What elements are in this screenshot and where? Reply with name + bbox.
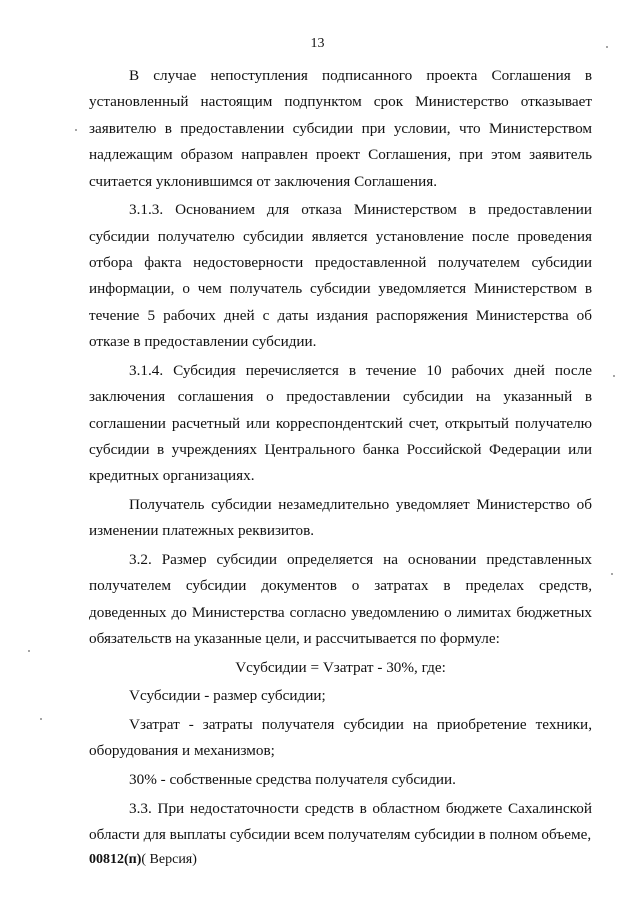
paragraph-3-1-4: 3.1.4. Субсидия перечисляется в течение 10 рабочих дней после заключения соглашения о предоставлении субсидии на указанный в соглашении расчетный или корреспондентский счет, открытый получателю субсидии в учреждениях Центрального банка Российской Федерации или кредитных организациях.: [89, 361, 592, 485]
paragraph-3-2: 3.2. Размер субсидии определяется на основании представленных получателем субсидии документов о затратах в пределах средств, доведенных до Министерства согласно уведомлению о лимитах бюджетных обязательств на указанные цели, и рассчитывается по формуле:: [89, 551, 592, 648]
paragraph-3-1-3: 3.1.3. Основанием для отказа Министерством в предоставлении субсидии получателю субсидии является установление после проведения отбора факта недостоверности предоставленной получателем субсидии информации, о чем получатель субсидии уведомляется Министерством в течение 5 рабочих дней с даты издания распоряжения Министерства об отказе в предоставлении субсидии.: [89, 201, 592, 351]
formula-definition-subsidy: Vсубсидии - размер субсидии;: [129, 687, 326, 705]
page-number: 13: [310, 36, 325, 51]
paragraph-refusal-condition: В случае непоступления подписанного проекта Соглашения в установленный настоящим подпунктом срок Министерство отказывает заявителю в предоставлении субсидии при условии, что Министерством надлежащим образом направлен проект Соглашения, при этом заявитель считается уклонившимся от заключения Соглашения.: [89, 67, 592, 190]
scan-speck: [613, 375, 615, 377]
formula-definition-own-funds: 30% - собственные средства получателя субсидии.: [129, 771, 456, 789]
footer: [89, 852, 197, 868]
paragraph-3-3: 3.3. При недостаточности средств в областном бюджете Сахалинской области для выплаты субсидии всем получателям субсидии в полном объеме,: [89, 799, 592, 844]
document-body: [89, 63, 592, 851]
footer-document-code: 00812(п): [89, 852, 142, 867]
formula-definition-costs: Vзатрат - затраты получателя субсидии на приобретение техники, оборудования и механизмов;: [89, 716, 592, 760]
paragraph-bank-details: Получатель субсидии незамедлительно уведомляет Министерство об изменении платежных реквизитов.: [89, 496, 592, 540]
scan-speck: [606, 46, 608, 48]
footer-version: ( Версия): [141, 852, 197, 867]
scan-speck: [40, 718, 42, 720]
scan-speck: [75, 129, 77, 131]
formula: Vсубсидии = Vзатрат - 30%, где:: [235, 658, 446, 676]
scan-speck: [28, 650, 30, 652]
scan-speck: [611, 573, 613, 575]
